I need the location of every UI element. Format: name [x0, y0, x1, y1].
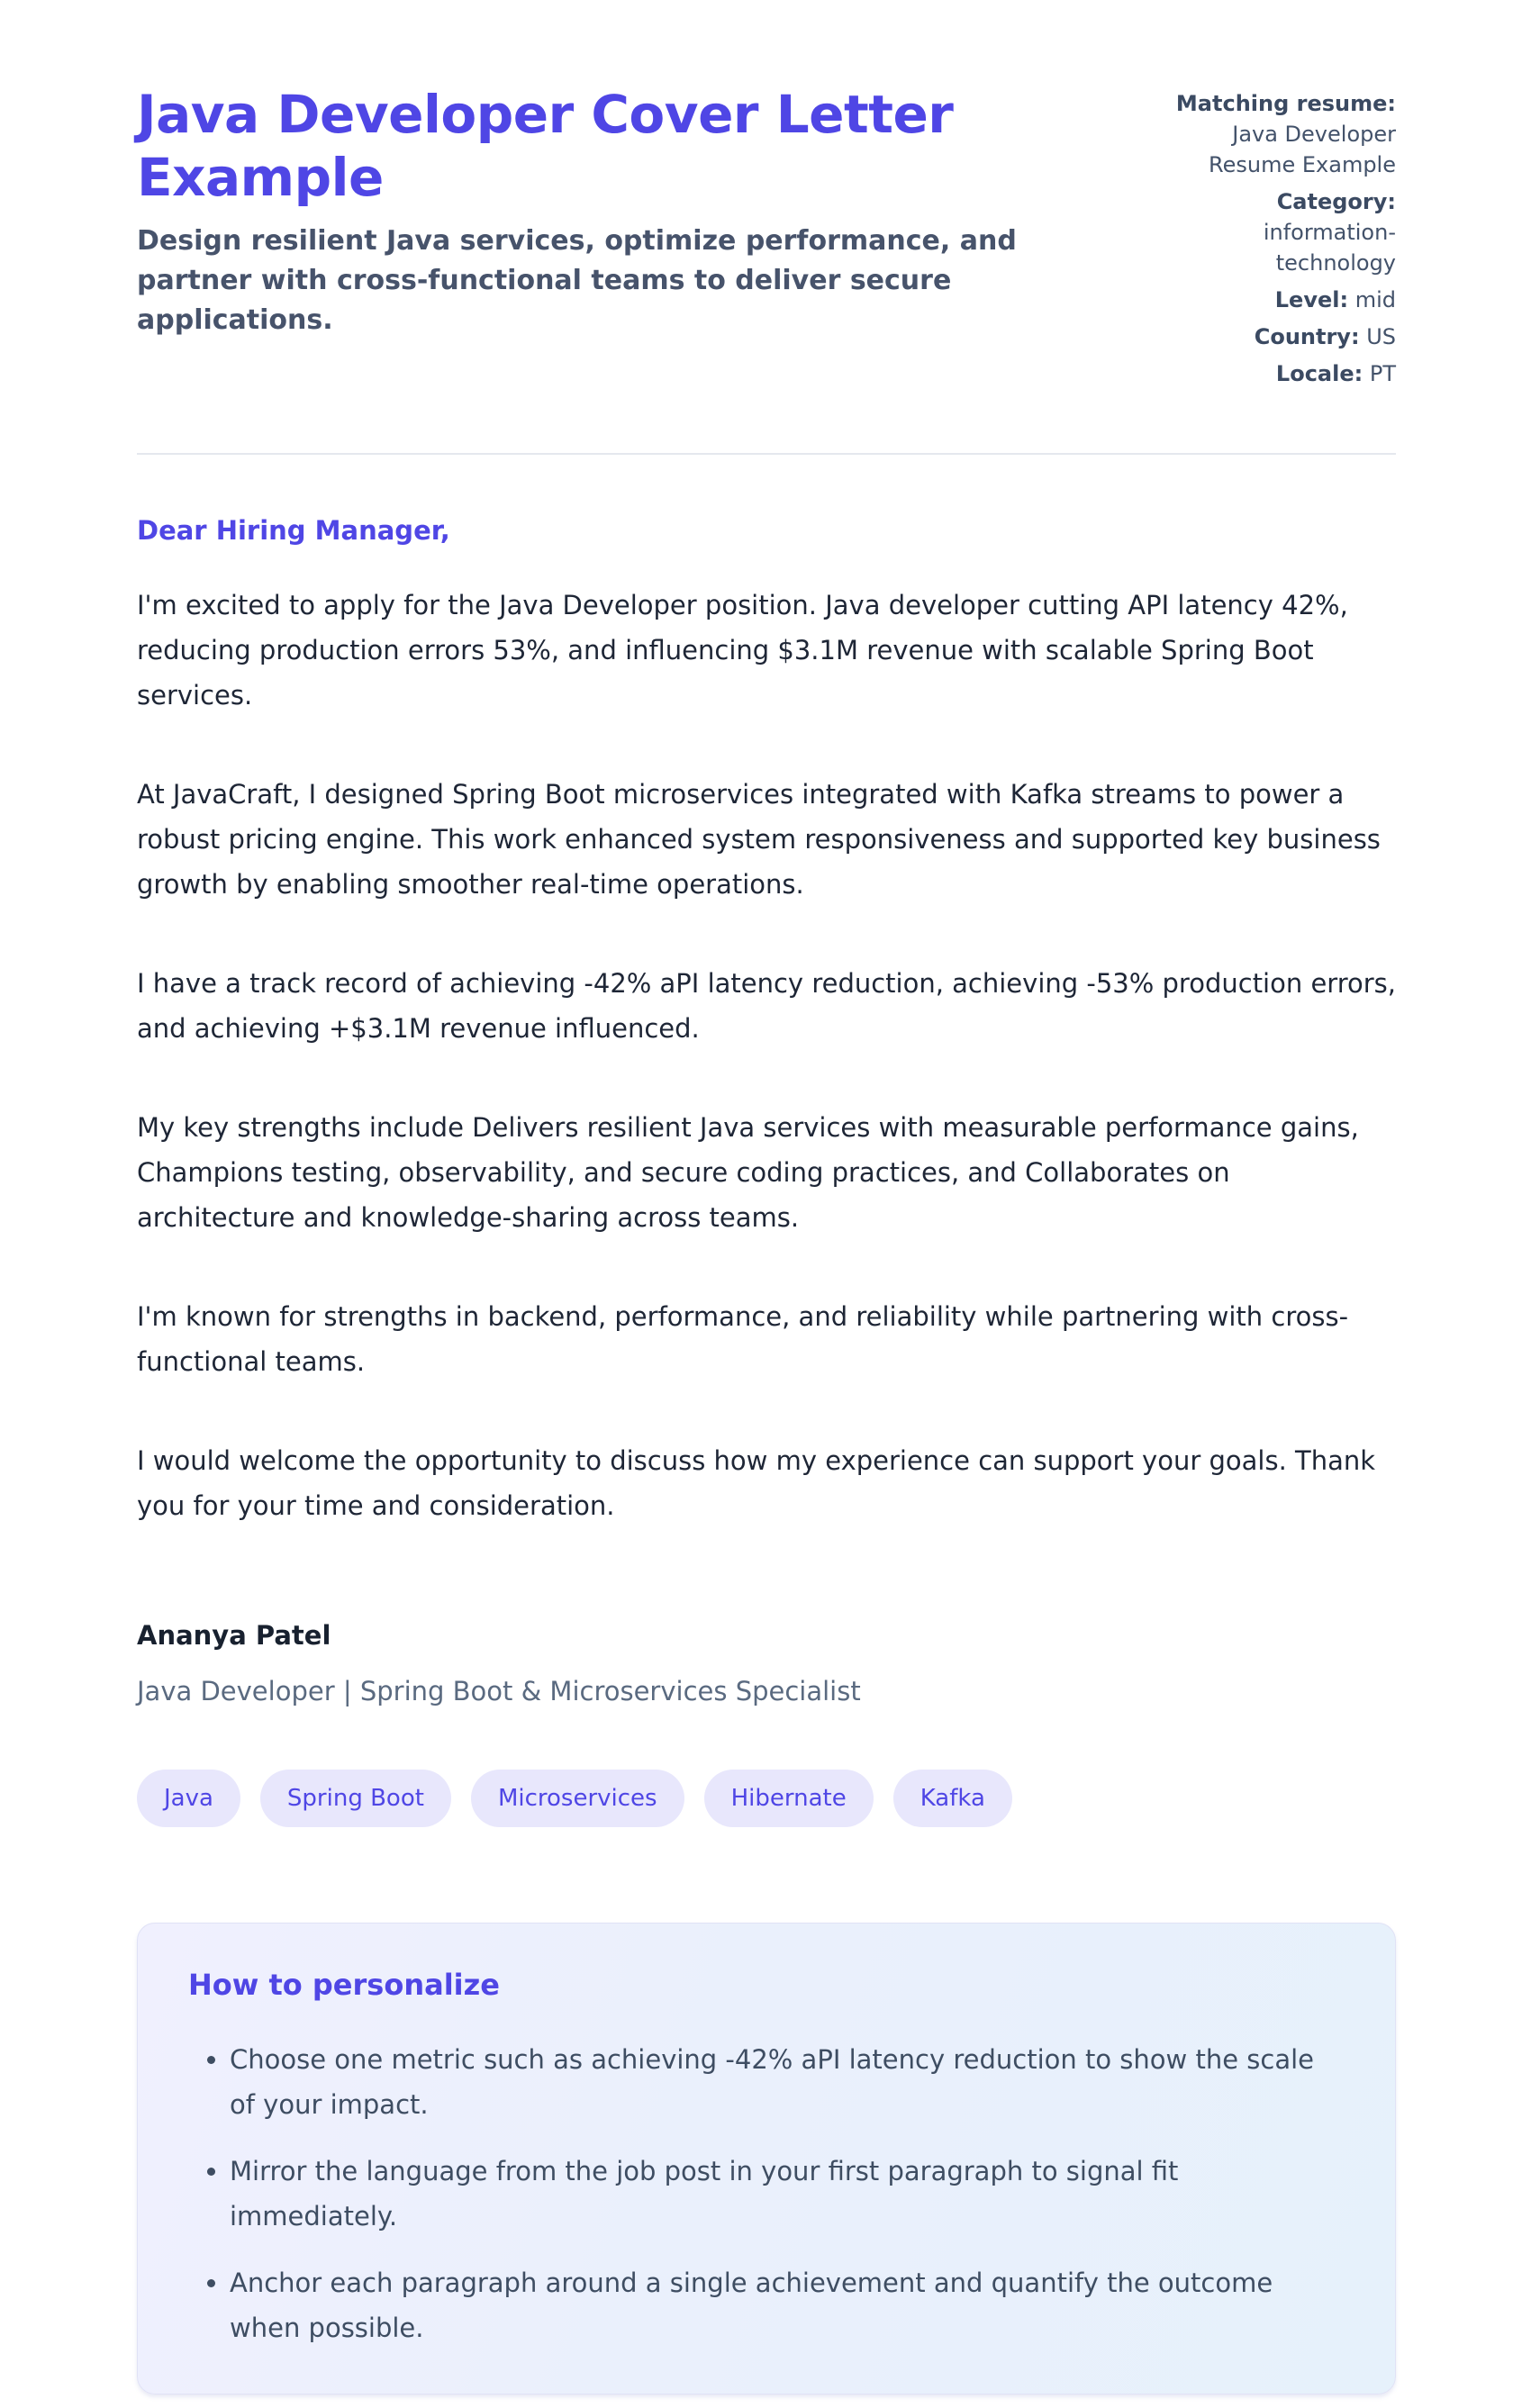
tip-item: • Anchor each paragraph around a single achievement and quantify the outcome when possible.: [230, 2260, 1345, 2350]
meta-label: Matching resume:: [1175, 91, 1396, 116]
meta-value: mid: [1354, 287, 1396, 312]
tag-java[interactable]: Java: [137, 1770, 240, 1827]
letter-paragraph: I have a track record of achieving -42% aPI latency reduction, achieving -53% production errors, and achieving +$3.1M revenue influenced.: [137, 968, 1396, 1044]
tip-item: • Choose one metric such as achieving -42% aPI latency reduction to show the scale of your impact.: [230, 2037, 1345, 2127]
meta-value: US: [1366, 324, 1396, 349]
meta-value: information-technology: [1263, 220, 1396, 276]
signature-role: Java Developer | Spring Boot & Microservices Specialist: [137, 1676, 861, 1706]
meta-label: Country:: [1254, 324, 1360, 349]
page-subtitle: Design resilient Java services, optimize performance, and partner with cross-functional teams to deliver secure applications.: [137, 225, 1017, 336]
meta-row-level: [1151, 285, 1396, 315]
tip-list: [188, 2037, 1345, 2350]
page-title: Java Developer Cover Letter Example: [137, 84, 954, 208]
letter-paragraph: I'm known for strengths in backend, performance, and reliability while partnering with cross-functional teams.: [137, 1301, 1349, 1377]
meta-label: Level:: [1274, 287, 1349, 312]
meta-label: Locale:: [1275, 361, 1363, 386]
meta-row-matching-resume: [1151, 88, 1396, 180]
signature-block: [137, 1616, 1396, 1710]
tag-hibernate[interactable]: Hibernate: [704, 1770, 874, 1827]
header: [137, 83, 1396, 395]
tip-box-title: How to personalize: [188, 1968, 500, 2002]
tip-item: • Mirror the language from the job post in your first paragraph to signal fit immediately.: [230, 2149, 1345, 2239]
letter-greeting: Dear Hiring Manager,: [137, 515, 450, 546]
letter-body: [137, 511, 1396, 1710]
letter-paragraph: My key strengths include Delivers resilient Java services with measurable performance gains, Champions testing, observability, and secure coding practices, and Collaborates on architecture and knowledge-sharing across teams.: [137, 1112, 1359, 1233]
header-titles: [137, 83, 1101, 340]
how-to-personalize-box: [137, 1923, 1396, 2394]
meta-panel: [1151, 83, 1396, 395]
meta-label: Category:: [1276, 189, 1396, 214]
meta-value: PT: [1369, 361, 1396, 386]
meta-row-country: [1151, 321, 1396, 352]
signature-name: Ananya Patel: [137, 1620, 331, 1651]
tag-microservices[interactable]: Microservices: [471, 1770, 684, 1827]
skill-tags: [137, 1770, 1396, 1827]
tag-spring-boot[interactable]: Spring Boot: [260, 1770, 451, 1827]
letter-paragraph: I'm excited to apply for the Java Developer position. Java developer cutting API latency 42%, reducing production errors 53%, and influencing $3.1M revenue with scalable Spring Boot services.: [137, 590, 1348, 711]
meta-row-locale: [1151, 358, 1396, 389]
letter-paragraph: At JavaCraft, I designed Spring Boot microservices integrated with Kafka streams to power a robust pricing engine. This work enhanced system responsiveness and supported key business growth by enabling smoother real-time operations.: [137, 779, 1381, 900]
meta-row-category: [1151, 186, 1396, 278]
letter-paragraph: I would welcome the opportunity to discuss how my experience can support your goals. Thank you for your time and consideration.: [137, 1445, 1376, 1521]
tag-kafka[interactable]: Kafka: [893, 1770, 1012, 1827]
header-divider: [137, 453, 1396, 455]
meta-value: Java Developer Resume Example: [1209, 122, 1396, 177]
